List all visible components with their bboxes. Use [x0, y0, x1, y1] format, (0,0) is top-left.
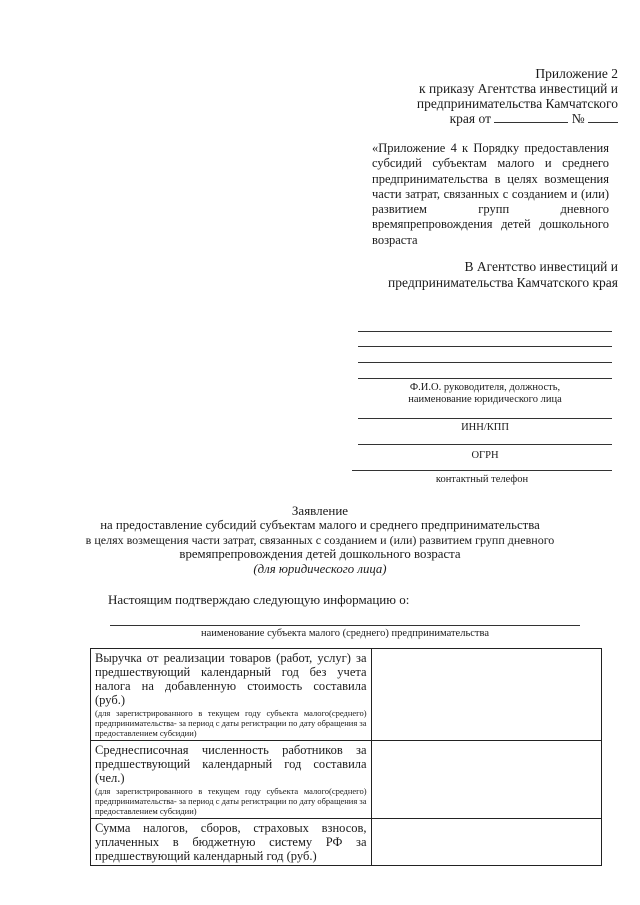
- appendix-line-4: [400, 111, 618, 126]
- head-caption: Ф.И.О. руководителя, должность, наименование юридического лица: [408, 382, 562, 405]
- addressee: [370, 259, 618, 291]
- appendix-date-label: края от: [449, 111, 491, 126]
- entity-caption: наименование субъекта малого (среднего) предпринимательства: [201, 628, 489, 639]
- applicant-line-2[interactable]: [358, 346, 612, 347]
- inn-caption: ИНН/КПП: [461, 422, 509, 433]
- row-label-employees: Среднесписочная численность работников за предшествующий календарный год составила (чел.) (для зарегистрированного в текущем году субъекта малого(среднего) предпринимательства- за период с даты регистрации по дату обращения за предоставлением субсидии): [91, 741, 372, 819]
- addressee-line-2: предпринимательства Камчатского края: [388, 275, 618, 290]
- info-table: [90, 648, 602, 866]
- title-line-3: в целях возмещения части затрат, связанных с созданием и (или) развитием групп дневного: [85, 533, 555, 547]
- applicant-line-1[interactable]: [358, 331, 612, 332]
- applicant-line-3[interactable]: [358, 362, 612, 363]
- row-label-taxes: Сумма налогов, сборов, страховых взносов, уплаченных в бюджетную систему РФ за предшествующий календарный год (руб.): [91, 819, 372, 866]
- inn-line[interactable]: [358, 418, 612, 419]
- table-row: [91, 649, 602, 741]
- appendix-line-1: Приложение 2: [535, 66, 618, 81]
- appendix-header: [400, 66, 618, 126]
- phone-line[interactable]: [352, 470, 612, 471]
- row-value-employees[interactable]: [371, 741, 601, 819]
- row-value-taxes[interactable]: [371, 819, 601, 866]
- table-row: [91, 741, 602, 819]
- statement-title: [60, 503, 580, 577]
- confirm-text: Настоящим подтверждаю следующую информацию о:: [108, 592, 410, 607]
- appendix-line-2: к приказу Агентства инвестиций и: [419, 81, 618, 96]
- applicant-line-4[interactable]: [358, 378, 612, 379]
- ogrn-caption: ОГРН: [471, 450, 499, 461]
- appendix-number-label: №: [571, 111, 585, 126]
- title-line-2: на предоставление субсидий субъектам малого и среднего предпринимательства: [100, 518, 540, 532]
- table-row: [91, 819, 602, 866]
- entity-name-line[interactable]: [110, 625, 580, 626]
- addressee-line-1: В Агентство инвестиций и: [464, 259, 618, 274]
- row-label-revenue: Выручка от реализации товаров (работ, услуг) за предшествующий календарный год без учета налога на добавленную стоимость составила (руб.) (для зарегистрированного в текущем году субъекта малого(среднего) предпринимательства- за период с даты регистрации по дату обращения за предоставлением субсидии): [91, 649, 372, 741]
- appendix-line-3: предпринимательства Камчатского: [416, 96, 618, 111]
- appendix-date-blank[interactable]: [494, 111, 568, 123]
- row-value-revenue[interactable]: [371, 649, 601, 741]
- phone-caption: контактный телефон: [435, 474, 529, 485]
- appendix-number-blank[interactable]: [588, 111, 618, 123]
- title-line-5: (для юридического лица): [253, 562, 387, 576]
- appendix-note: «Приложение 4 к Порядку предоставления субсидий субъектам малого и среднего предпринимательства в целях возмещения части затрат, связанных с созданием и (или) развитием групп дневного времяпрепровождения детей дошкольного возраста: [372, 141, 609, 247]
- ogrn-line[interactable]: [358, 444, 612, 445]
- title-line-1: Заявление: [291, 503, 349, 518]
- title-line-4: времяпрепровождения детей дошкольного возраста: [179, 547, 461, 561]
